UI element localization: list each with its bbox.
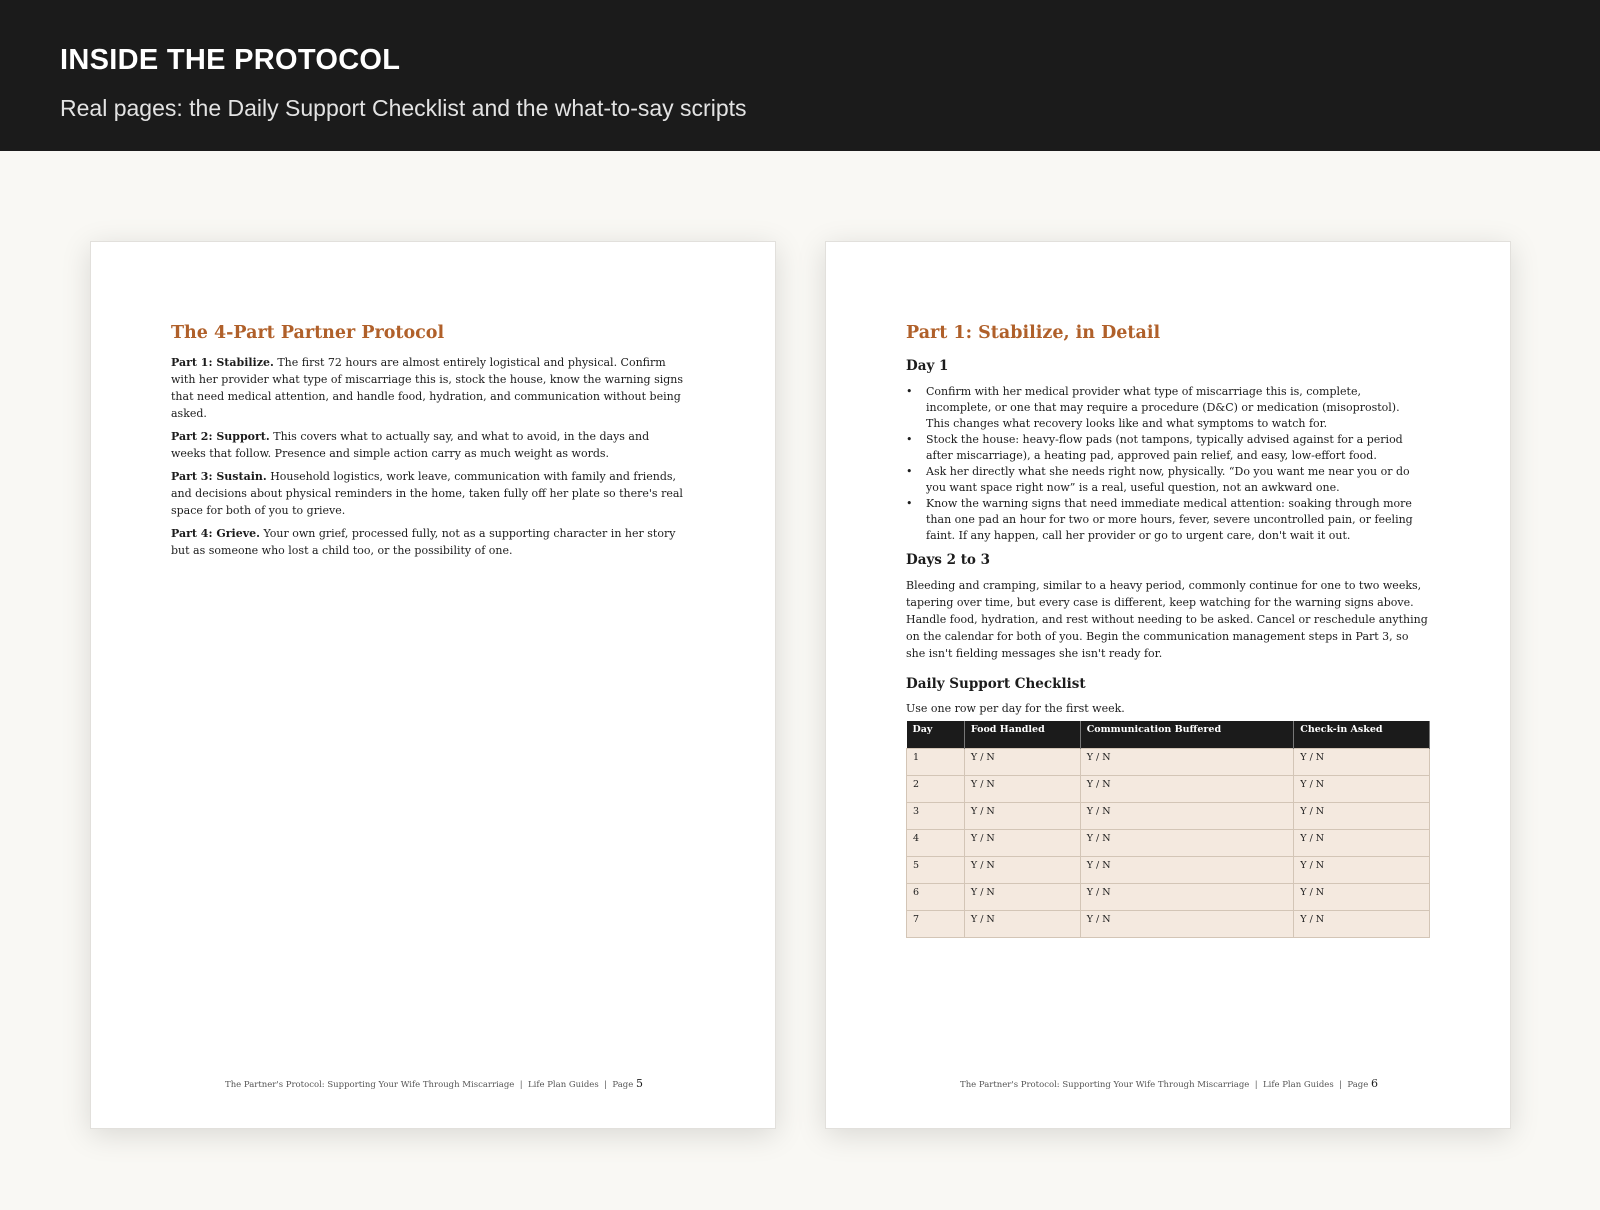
bullet-icon: • <box>906 385 913 398</box>
table-cell: Y / N <box>964 910 1080 937</box>
header-banner <box>0 0 1600 151</box>
table-row <box>907 748 1430 775</box>
column-header-day: Day <box>907 721 965 748</box>
part-text: This covers what to actually say, and what to avoid, in the days and weeks that follow. Presence and simple action carry as much weight as words. <box>171 430 650 460</box>
list-item <box>906 384 1426 432</box>
table-header-row <box>907 721 1430 748</box>
part-label: Part 4: Grieve. <box>171 527 260 540</box>
table-cell: 4 <box>907 829 965 856</box>
checklist-intro: Use one row per day for the first week. <box>906 702 1125 715</box>
table-cell: Y / N <box>1080 775 1294 802</box>
protocol-part-2 <box>171 428 686 462</box>
page-number: 6 <box>1370 1077 1378 1090</box>
days23-heading: Days 2 to 3 <box>906 552 991 568</box>
table-row <box>907 829 1430 856</box>
part-label: Part 3: Sustain. <box>171 470 267 483</box>
day1-list <box>906 384 1426 544</box>
part-label: Part 2: Support. <box>171 430 270 443</box>
part-label: Part 1: Stabilize. <box>171 356 274 369</box>
bullet-icon: • <box>906 465 913 478</box>
protocol-part-4 <box>171 525 686 559</box>
table-cell: Y / N <box>1080 802 1294 829</box>
list-item <box>906 464 1426 496</box>
table-cell: Y / N <box>1080 910 1294 937</box>
list-item <box>906 432 1426 464</box>
table-cell: Y / N <box>964 748 1080 775</box>
table-row <box>907 775 1430 802</box>
table-cell: 2 <box>907 775 965 802</box>
daily-support-checklist-table <box>906 721 1430 938</box>
banner-subtitle: Real pages: the Daily Support Checklist and the what-to-say scripts <box>60 95 747 121</box>
table-cell: 6 <box>907 883 965 910</box>
document-page-5 <box>90 241 776 1129</box>
table-cell: Y / N <box>1080 883 1294 910</box>
footer-text: The Partner's Protocol: Supporting Your Wife Through Miscarriage | Life Plan Guides | Page <box>225 1080 634 1090</box>
column-header-food: Food Handled <box>964 721 1080 748</box>
page-footer <box>91 1077 777 1090</box>
table-cell: 7 <box>907 910 965 937</box>
bullet-icon: • <box>906 433 913 446</box>
footer-text: The Partner's Protocol: Supporting Your Wife Through Miscarriage | Life Plan Guides | Page <box>960 1080 1369 1090</box>
page-number: 5 <box>635 1077 643 1090</box>
table-cell: Y / N <box>1080 856 1294 883</box>
document-page-6 <box>825 241 1511 1129</box>
protocol-part-1 <box>171 354 686 422</box>
table-cell: Y / N <box>964 856 1080 883</box>
table-cell: Y / N <box>1294 775 1430 802</box>
table-cell: Y / N <box>1294 802 1430 829</box>
table-cell: Y / N <box>1080 748 1294 775</box>
table-cell: Y / N <box>1294 883 1430 910</box>
table-row <box>907 910 1430 937</box>
table-row <box>907 883 1430 910</box>
protocol-part-3 <box>171 468 686 519</box>
table-cell: Y / N <box>1294 910 1430 937</box>
checklist-heading: Daily Support Checklist <box>906 676 1086 692</box>
page-heading: Part 1: Stabilize, in Detail <box>906 323 1161 343</box>
protocol-parts <box>171 354 686 565</box>
table-cell: Y / N <box>1294 748 1430 775</box>
list-item-text: Stock the house: heavy-flow pads (not tampons, typically advised against for a period after miscarriage), a heating pad, approved pain relief, and easy, low-effort food. <box>926 433 1403 462</box>
table-cell: Y / N <box>964 829 1080 856</box>
table-cell: 5 <box>907 856 965 883</box>
column-header-communication: Communication Buffered <box>1080 721 1294 748</box>
list-item-text: Confirm with her medical provider what type of miscarriage this is, complete, incomplete, or one that may require a procedure (D&C) or medication (misoprostol). This changes what recovery looks like and what symptoms to watch for. <box>926 385 1400 430</box>
table-row <box>907 856 1430 883</box>
list-item-text: Ask her directly what she needs right now, physically. “Do you want me near you or do you want space right now” is a real, useful question, not an awkward one. <box>926 465 1410 494</box>
part-text: Household logistics, work leave, communication with family and friends, and decisions about physical reminders in the home, taken fully off her plate so there's real space for both of you to grieve. <box>171 470 683 517</box>
table-cell: Y / N <box>1080 829 1294 856</box>
table-cell: Y / N <box>964 802 1080 829</box>
list-item <box>906 496 1426 544</box>
table-cell: Y / N <box>964 883 1080 910</box>
days23-paragraph: Bleeding and cramping, similar to a heavy period, commonly continue for one to two weeks, tapering over time, but every case is different, keep watching for the warning signs above. Handle food, hydration, and rest without needing to be asked. Cancel or reschedule anything on the calendar for both of you. Begin the communication management steps in Part 3, so she isn't fielding messages she isn't ready for. <box>906 579 1428 660</box>
table-cell: 1 <box>907 748 965 775</box>
bullet-icon: • <box>906 497 913 510</box>
table-cell: Y / N <box>964 775 1080 802</box>
table-cell: Y / N <box>1294 856 1430 883</box>
list-item-text: Know the warning signs that need immediate medical attention: soaking through more than one pad an hour for two or more hours, fever, severe uncontrolled pain, or feeling faint. If any happen, call her provider or go to urgent care, don't wait it out. <box>926 497 1413 542</box>
day1-heading: Day 1 <box>906 358 949 374</box>
page-heading: The 4-Part Partner Protocol <box>171 323 445 343</box>
table-row <box>907 802 1430 829</box>
column-header-checkin: Check-in Asked <box>1294 721 1430 748</box>
banner-title: INSIDE THE PROTOCOL <box>60 44 401 76</box>
page-footer <box>826 1077 1512 1090</box>
table-cell: Y / N <box>1294 829 1430 856</box>
part-text: The first 72 hours are almost entirely logistical and physical. Confirm with her provider what type of miscarriage this is, stock the house, know the warning signs that need medical attention, and handle food, hydration, and communication without being asked. <box>171 356 684 420</box>
part-text: Your own grief, processed fully, not as a supporting character in her story but as someone who lost a child too, or the possibility of one. <box>171 527 676 557</box>
table-cell: 3 <box>907 802 965 829</box>
